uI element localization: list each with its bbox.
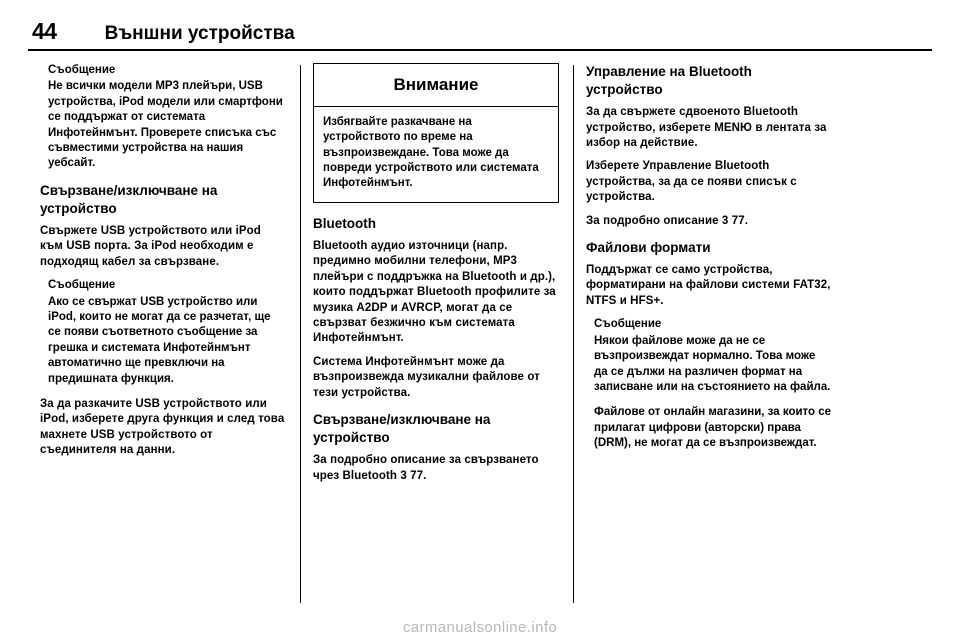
note-title: Съобщение [48,64,116,76]
note-block [586,405,832,451]
section-heading: Bluetooth [313,215,376,231]
paragraph: Bluetooth аудио източници (напр. предимно мобилни телефони, MP3 плейъри с поддръжка на Bluetooth и др.), които поддържат Bluetooth профилите за музика A2DP и AVRCP, могат да се свързват безжично към системата Инфотейнмънт. [313,239,556,345]
page-number: 44 [32,18,57,44]
note-body: Някои файлове може да не се възпроизвеждат нормално. Това може да се дължи на различен формат на записване или на състоянието на файла. [594,334,831,393]
column-1 [28,63,300,603]
paragraph: За да разкачите USB устройството или iPod, изберете друга функция и след това махнете USB устройството от съединителя на данни. [40,398,285,457]
paragraph-with-reference: За подробно описание 3 77. [586,214,748,227]
note-title: Съобщение [594,318,662,331]
warning-title: Внимание [314,64,558,107]
paragraph: За да свържете сдвоеното Bluetooth устройство, изберете MENЮ в лентата за избор на действие. [586,106,827,149]
note-body: Не всички модели MP3 плейъри, USB устройства, iPod модели или смартфони се поддържат от системата Инфотейнмънт. Проверете списъка със съвместими устройства на нашия уебсайт. [48,80,283,170]
paragraph: Свържете USB устройството или iPod към USB порта. За iPod необходим е подходящ кабел за свързване. [40,225,261,268]
section-heading: Файлови формати [586,240,711,255]
paragraph: Поддържат се само устройства, форматирани на файлови системи FAT32, NTFS и HFS+. [586,264,831,307]
footer-watermark: carmanualsonline.info [402,619,558,636]
warning-body: Избягвайте разкачване на устройството по време на възпроизвеждане. Това може да повреди устройството или системата Инфотейнмънт. [323,115,539,190]
paragraph-with-reference: За подробно описание за свързването чрез Bluetooth 3 77. [313,454,539,482]
chapter-title: Външни устройства [104,23,295,44]
note-body: Ако се свържат USB устройство или iPod, които не могат да се разчетат, ще се появи съответното съобщение за грешка и системата Инфотейнмънт автоматично ще превключи на предишната функция. [48,295,271,385]
warning-box [313,63,559,203]
section-heading: Свързване/изключване на устройство [40,182,218,216]
note-title: Съобщение [48,279,116,292]
note-block [40,278,286,387]
paragraph: Изберете Управление Bluetooth устройства, за да се появи списък с устройства. [586,160,797,204]
column-2 [301,63,573,603]
section-heading: Управление на Bluetooth устройство [586,64,752,98]
note-body: Файлове от онлайн магазини, за които се прилагат цифрови (авторски) права (DRM), не могат да се възпроизвеждат. [594,406,832,450]
note-block [40,63,286,172]
page-header [28,18,932,51]
note-block [586,317,832,395]
columns-container [28,63,932,603]
column-3 [574,63,846,603]
section-heading: Свързване/изключване на устройство [313,411,491,446]
paragraph: Система Инфотейнмънт може да възпроизвежда музикални файлове от тези устройства. [313,355,540,399]
